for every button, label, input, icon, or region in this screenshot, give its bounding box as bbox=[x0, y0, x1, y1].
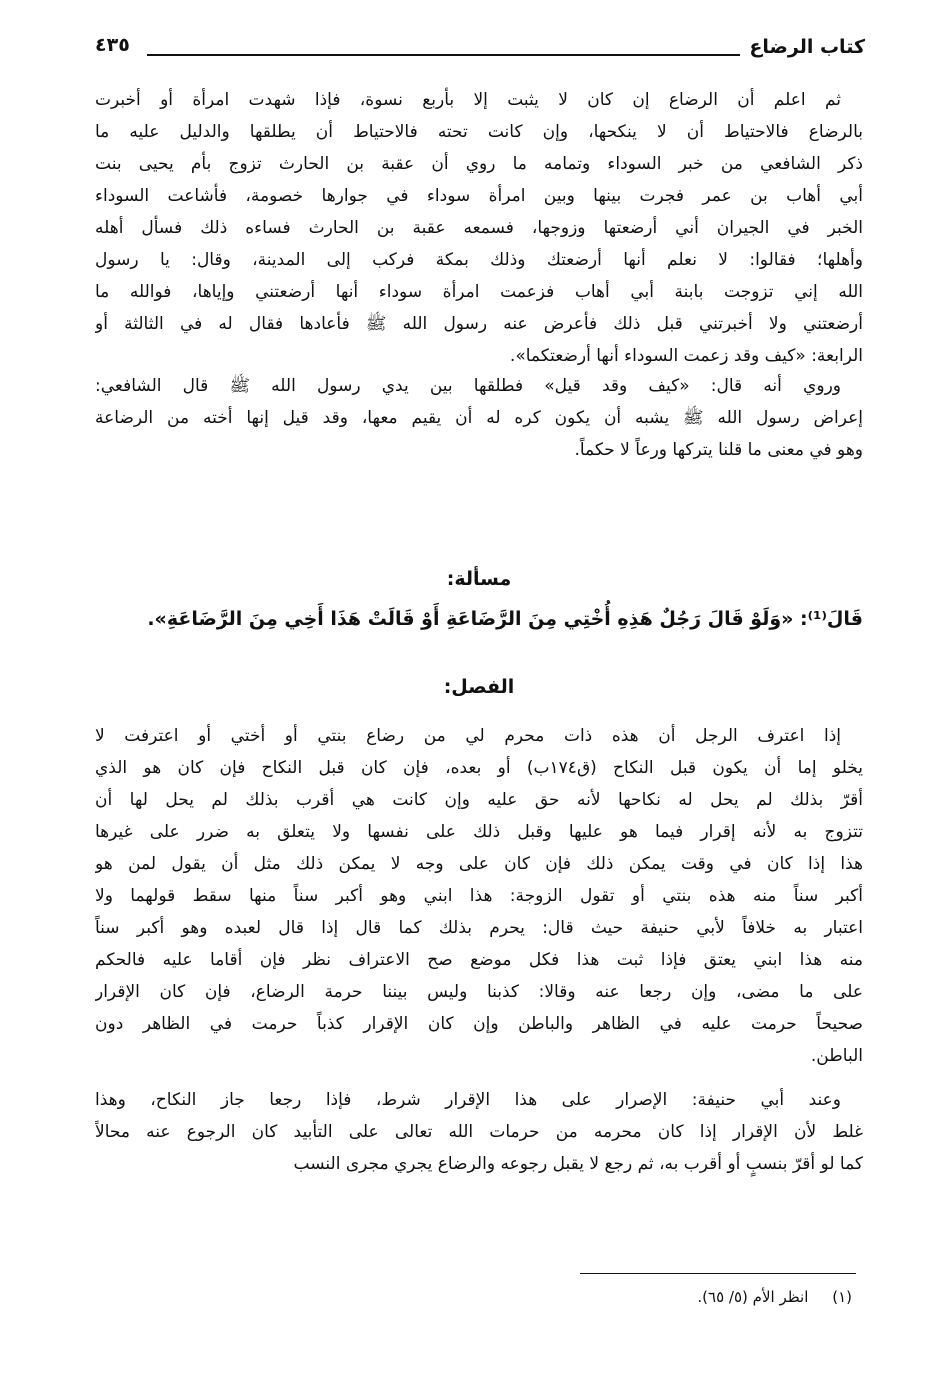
footnote-rule bbox=[580, 1273, 856, 1274]
footnote-number: (١) bbox=[832, 1288, 852, 1306]
text-line: وروي أنه قال: «كيف وقد قيل» فطلقها بين يدي رسول الله ﷺ قال الشافعي: bbox=[95, 376, 841, 396]
paragraph-3 bbox=[95, 720, 863, 1072]
text-line: أبي أهاب بن عمر فجرت بينها وبين امرأة سوداء في جوارها خصومة، فأشاعت السوداء bbox=[95, 186, 863, 206]
text-line: غلط لأن الإقرار إذا كان محرمه من حرمات الله تعالى على التأبيد كان الرجوع عنه محالاً bbox=[95, 1122, 863, 1142]
text-line: الله إني تزوجت بابنة أبي أهاب فزعمت امرأة سوداء أنها أرضعتني وإياها، فوالله ما bbox=[95, 282, 863, 302]
text-line: ذكر الشافعي من خبر السوداء وتمامه ما روي أن عقبة بن الحارث تزوج بأم يحيى بنت bbox=[95, 154, 863, 174]
text-line: وأهلها؛ فقالوا: لا نعلم أنها أرضعتك وذلك بمكة فركب إلى المدينة، وقال: يا رسول bbox=[95, 250, 863, 270]
text-line: إذا اعترف الرجل أن هذه ذات محرم لي من رضاع بنتي أو أختي أو اعترفت لا bbox=[95, 726, 841, 746]
masala-heading: مسألة: bbox=[446, 568, 512, 590]
text-line: ثم اعلم أن الرضاع إن كان لا يثبت إلا بأربع نسوة، فإذا شهدت امرأة أو أخبرت bbox=[95, 90, 841, 110]
text-line: على ما مضى، وإن رجعا عنه وقالا: كذبنا وليس بيننا حرمة الرضاع، فإن كان الإقرار bbox=[95, 982, 863, 1002]
text-line: هذا إذا كان في وقت يمكن ذلك فإن كان على وجه لا يمكن ذلك مثل أن يقول لمن هو bbox=[95, 854, 863, 874]
text-line: وعند أبي حنيفة: الإصرار على هذا الإقرار شرط، فإذا رجعا جاز النكاح، وهذا bbox=[95, 1090, 841, 1110]
header-rule bbox=[147, 54, 740, 56]
text-line: أقرّ بذلك لم يحل له نكاحها لأنه حق عليه وإن كانت هي أقرب بذلك لم يحل لها أن bbox=[95, 790, 863, 810]
running-header bbox=[95, 34, 865, 70]
text-line: الباطن. bbox=[810, 1046, 863, 1066]
fasl-heading: الفصل: bbox=[443, 676, 515, 698]
paragraph-4 bbox=[95, 1084, 863, 1180]
footnote-text: انظر الأم (٥/ ٦٥). bbox=[697, 1288, 809, 1306]
text-line: تتزوج به لأنه إقرار فيما هو عليها وقبل ذلك على نفسها ولا يتعلق به ضرر على غيرها bbox=[95, 822, 863, 842]
matn-quote: قَالَ⁽¹⁾: «وَلَوْ قَالَ رَجُلٌ هَذِهِ أُخْتِي مِنَ الرَّضَاعَةِ أَوْ قَالَتْ هَذَا أَخِي مِنَ الرَّضَاعَةِ». bbox=[147, 608, 863, 630]
page-number: ٤٣٥ bbox=[95, 34, 130, 56]
text-line: منه هذا ابني يعتق فإذا ثبت هذا فكل موضع صح الاعتراف نظر فإن أقاما عليه فالحكم bbox=[95, 950, 863, 970]
text-line: وهو في معنى ما قلنا يتركها ورعاً لا حكماً. bbox=[574, 440, 863, 460]
footnote bbox=[697, 1288, 852, 1306]
text-line: بالرضاع فالاحتياط أن لا ينكحها، وإن كانت تحته فالاحتياط أن يطلقها والدليل عليه ما bbox=[95, 122, 863, 142]
text-line: الخبر في الجيران أني أرضعتها وزوجها، فسمعه عقبة بن الحارث فساءه ذلك فسأل أهله bbox=[95, 218, 863, 238]
text-line: الرابعة: «كيف وقد زعمت السوداء أنها أرضعتكما». bbox=[509, 346, 863, 366]
text-line: يخلو إما أن يكون قبل النكاح (ق١٧٤ب) أو بعده، فإن كان قبل النكاح فإن كان هو الذي bbox=[95, 758, 863, 778]
text-line: اعتبار به خلافاً لأبي حنيفة حيث قال: يحرم بذلك كما قال إذا قال لعبده وهو أكبر سناً bbox=[95, 918, 863, 938]
text-line: كما لو أقرّ بنسبٍ أو أقرب به، ثم رجع لا يقبل رجوعه والرضاع يجري مجرى النسب bbox=[293, 1154, 863, 1174]
text-line: أكبر سناً منه هذه بنتي أو تقول الزوجة: هذا ابني وهو أكبر سناً منها سقط قولهما ولا bbox=[95, 886, 863, 906]
text-line: إعراض رسول الله ﷺ يشبه أن يكون كره له أن يقيم معها، وقد قيل إنها أخته من الرضاعة bbox=[95, 408, 863, 428]
chapter-title: كتاب الرضاع bbox=[749, 36, 865, 58]
text-line: أرضعتني ولا أخبرتني قبل ذلك فأعرض عنه رسول الله ﷺ فأعادها فقال له في الثالثة أو bbox=[95, 314, 863, 334]
text-line: صحيحاً حرمت عليه في الظاهر والباطن وإن كان الإقرار كذباً حرمت في الظاهر دون bbox=[95, 1014, 863, 1034]
paragraph-1 bbox=[95, 84, 863, 372]
paragraph-2 bbox=[95, 370, 863, 466]
